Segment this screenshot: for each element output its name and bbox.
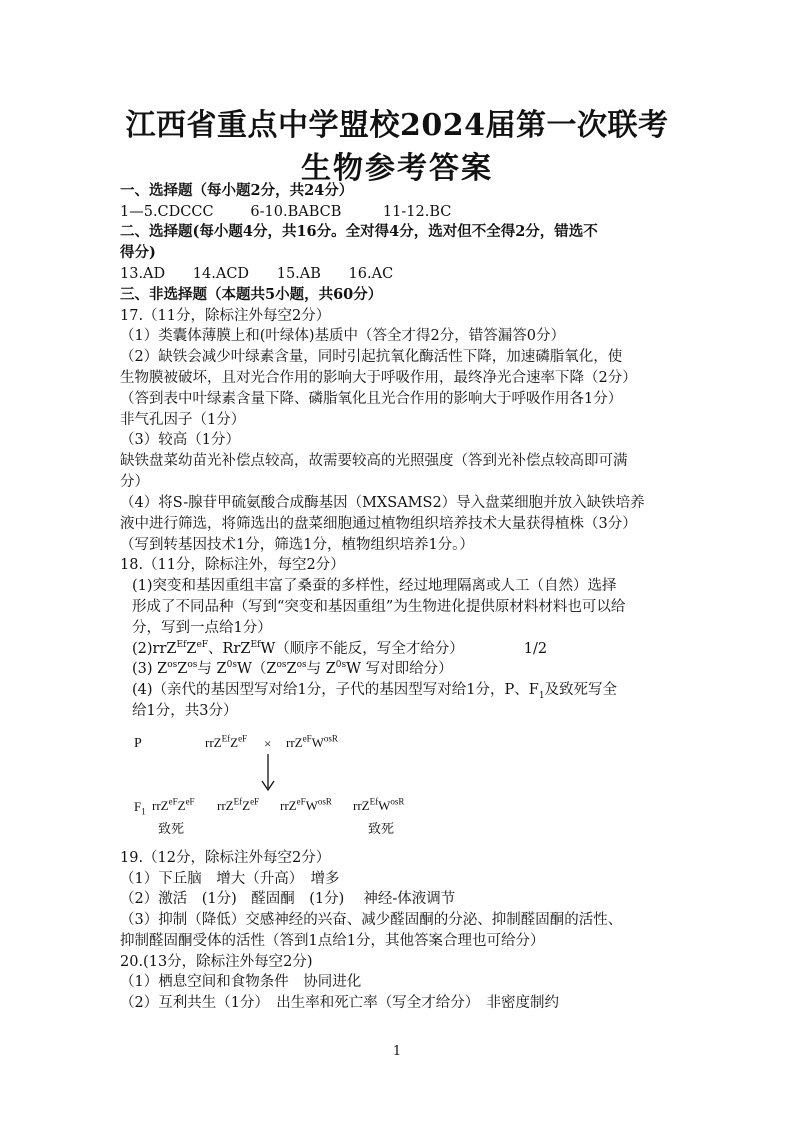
section-3-heading: 三、非选择题（本题共5小题，共60分） bbox=[120, 286, 383, 303]
q17-heading: 17.（11分，除标注外每空2分） bbox=[120, 308, 331, 324]
q18-order-note: （顺序不能反，写全才给分） bbox=[275, 641, 464, 657]
q20-heading: 20.(13分，除标注外每空2分) bbox=[120, 954, 313, 970]
title-line-2: 生物参考答案 bbox=[301, 151, 493, 186]
offspring-genotype: $rrZ^{eF}W^{osR}$ bbox=[280, 796, 332, 813]
offspring-genotype: $rrZ^{Ef}Z^{eF}$ bbox=[217, 796, 260, 813]
q17-line: 生物膜被破坏，且对光合作用的影响大于呼吸作用，最终净光合速率下降（2分） bbox=[120, 370, 637, 386]
cross-f1-label: $F_1$ bbox=[134, 799, 146, 817]
q17-line: 液中进行筛选，将筛选出的盘菜细胞通过植物组织培养技术大量获得植株（3分） bbox=[120, 516, 637, 532]
q18-line: 分，写到一点给1分） bbox=[132, 620, 272, 636]
q17-line: 非气孔因子（1分） bbox=[120, 412, 246, 428]
q18-line: 形成了不同品种（写到“突变和基因重组”为生物进化提供原材料材料也可以给 bbox=[132, 599, 626, 615]
cross-arrow bbox=[258, 752, 278, 794]
q17-line: （答到表中叶绿素含量下降、磷脂氧化且光合作用的影响大于呼吸作用各1分） bbox=[120, 391, 623, 407]
q20-line: （1）栖息空间和食物条件 协同进化 bbox=[120, 974, 362, 990]
q18-line: 给1分，共3分） bbox=[132, 703, 238, 719]
q17-line: 分） bbox=[120, 474, 149, 490]
q19-line: （1）下丘脑 增大（升高） 增多 bbox=[120, 871, 340, 887]
lethal-label: 致死 bbox=[158, 822, 185, 837]
page-number: 1 bbox=[392, 1044, 402, 1059]
q18-line: (1)突变和基因重组丰富了桑蚕的多样性，经过地理隔离或人工（自然）选择 bbox=[132, 578, 617, 594]
q17-line: （3）较高（1分） bbox=[120, 432, 240, 448]
cross-parent-male: $rrZ^{eF}W^{osR}$ bbox=[286, 733, 338, 750]
cross-symbol: × bbox=[264, 736, 272, 751]
q19-line: 抑制醛固酮受体的活性（答到1点给1分，其他答案合理也可给分） bbox=[120, 933, 545, 949]
q18-genotype-line: (3) $Z^{os}Z^{os}$与 $Z^{0s}W(Z^{os}Z^{os}$与 $Z^{0s}W$ 写对即给分） bbox=[132, 660, 453, 677]
lethal-label: 致死 bbox=[368, 822, 395, 837]
section-2-heading-a: 二、选择题(每小题4分，共16分。全对得4分，选对但不全得2分，错选不 bbox=[120, 223, 598, 240]
offspring-genotype: $rrZ^{eF}Z^{eF}$ bbox=[152, 796, 195, 813]
q17-line: 缺铁盘菜幼苗光补偿点较高，故需要较高的光照强度（答到光补偿点较高即可满 bbox=[120, 453, 628, 469]
q17-line: （2）缺铁会减少叶绿素含量，同时引起抗氧化酶活性下降，加速磷脂氧化，使 bbox=[120, 349, 623, 365]
section-2-heading-b: 得分) bbox=[120, 244, 156, 261]
q17-line: （1）类囊体薄膜上和(叶绿体)基质中（答全才得2分，错答漏答0分） bbox=[120, 328, 565, 344]
offspring-genotype: $rrZ^{Ef}W^{osR}$ bbox=[353, 796, 405, 813]
title-line-1: 江西省重点中学盟校2024届第一次联考 bbox=[125, 108, 669, 143]
q18-note: 写对即给分） bbox=[365, 661, 453, 677]
q19-line: （2）激活 (1分) 醛固酮 (1分) 神经-体液调节 bbox=[120, 891, 456, 907]
q19-heading: 19.（12分，除标注外每空2分） bbox=[120, 850, 331, 866]
q18-genotype-line: $(2)rrZ^{Ef}Z^{eF}$、RrZ$^{Ef}$W（顺序不能反，写全才给分） 1/2 bbox=[132, 640, 548, 657]
q17-line: （4）将S-腺苷甲硫氨酸合成酶基因（MXSAMS2）导入盘菜细胞并放入缺铁培养 bbox=[120, 495, 645, 511]
cross-parent-female: $rrZ^{Ef}Z^{eF}$ bbox=[205, 733, 248, 750]
section-1-answers: 1—5.CDCCC 6-10.BABCB 11-12.BC bbox=[120, 204, 452, 220]
section-2-answers: 13.AD 14.ACD 15.AB 16.AC bbox=[120, 266, 394, 282]
q18-ratio: 1/2 bbox=[523, 641, 548, 657]
q18-line: (4)（亲代的基因型写对给1分，子代的基因型写对给1分，P、$F_1$及致死写全 bbox=[132, 682, 618, 701]
q20-line: （2）互利共生（1分） 出生率和死亡率（写全才给分） 非密度制约 bbox=[120, 995, 559, 1011]
q19-line: （3）抑制（降低）交感神经的兴奋、减少醛固酮的分泌、抑制醛固酮的活性、 bbox=[120, 912, 623, 928]
q18-heading: 18.（11分，除标注外，每空2分） bbox=[120, 557, 345, 573]
q17-line: （写到转基因技术1分，筛选1分，植物组织培养1分。） bbox=[120, 537, 474, 553]
section-1-heading: 一、选择题（每小题2分，共24分） bbox=[120, 182, 354, 199]
cross-p-label: P bbox=[134, 736, 142, 751]
